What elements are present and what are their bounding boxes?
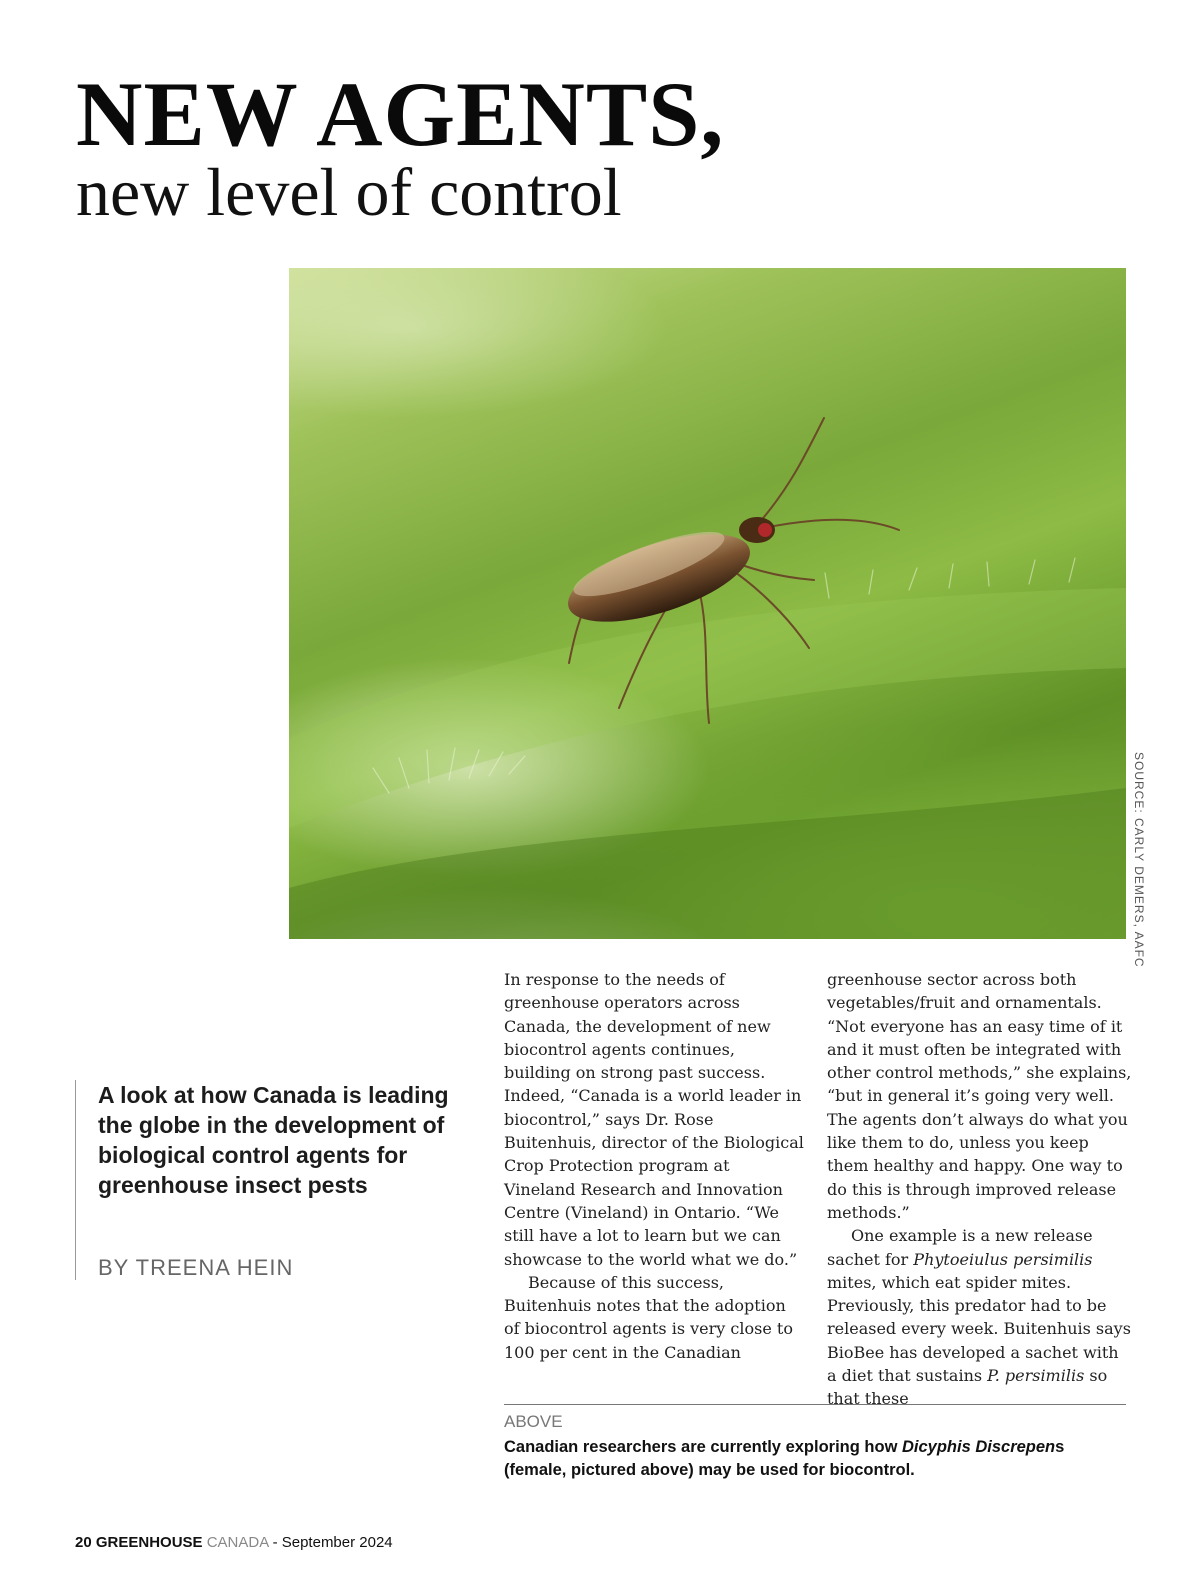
body-paragraph: Because of this success, Buitenhuis notes that the adoption of biocontrol agents is very close to 100 per cent in the Canadian — [504, 1272, 793, 1362]
deck-block — [75, 1080, 455, 1280]
body-column-1 — [504, 968, 804, 1364]
species-name: P. persimilis — [987, 1366, 1085, 1386]
body-paragraph: greenhouse sector across both vegetables/fruit and ornamentals. “Not everyone has an easy time of it and it must often be integrated with other control methods,” she explains, “but in general it’s going very well. The agents don’t always do what you like them to do, unless you keep them healthy and happy. One way to do this is through improved release methods.” — [827, 970, 1132, 1222]
body-paragraph: In response to the needs of greenhouse operators across Canada, the development of new biocontrol agents continues, building on strong past success. Indeed, “Canada is a world leader in biocontrol,” says Dr. Rose Buitenhuis, director of the Biological Crop Protection program at Vineland Research and Innovation Centre (Vineland) in Ontario. “We still have a lot to learn but we can showcase to the world what we do.” — [504, 970, 804, 1269]
photo-credit — [1124, 752, 1154, 968]
page-number: 20 — [75, 1534, 92, 1551]
species-name: Phytoeiulus persimilis — [913, 1249, 1093, 1269]
caption-divider — [504, 1404, 1126, 1405]
body-text: so that these — [827, 1366, 1108, 1409]
magazine-name-light: CANADA — [206, 1534, 269, 1551]
deck-text: A look at how Canada is leading the globe in the development of biological control agents for greenhouse insect pests — [98, 1082, 449, 1198]
photo-illustration — [289, 268, 1126, 939]
caption-label: ABOVE — [504, 1412, 563, 1431]
caption-text — [504, 1436, 1104, 1482]
headline-main: NEW AGENTS, — [76, 63, 725, 165]
leaf-highlight — [289, 268, 669, 418]
caption-segment: Canadian researchers are currently exploring how — [504, 1438, 902, 1456]
magazine-name-bold: GREENHOUSE — [95, 1534, 203, 1551]
caption-segment: s (female, pictured above) may be used for biocontrol. — [504, 1438, 1065, 1479]
body-column-2 — [827, 968, 1132, 1411]
page-footer — [75, 1534, 393, 1551]
insect-antenna — [774, 520, 899, 530]
issue-date: - September 2024 — [272, 1534, 393, 1551]
insect-leg — [739, 564, 814, 580]
insect-antenna — [759, 418, 824, 523]
caption-species: Dicyphis Discrepen — [901, 1438, 1056, 1456]
insect-eye — [758, 523, 772, 537]
headline-subtitle: new level of control — [76, 154, 622, 230]
body-text: mites, which eat spider mites. Previously, this predator had to be released every week. Buitenhuis says BioBee has developed a sachet with a diet that sustains — [827, 1272, 1131, 1386]
photo-credit-text: SOURCE: CARLY DEMERS, AAFC — [1132, 752, 1146, 968]
byline: BY TREENA HEIN — [98, 1255, 294, 1280]
body-paragraph — [827, 1224, 1132, 1410]
body-text: One example is a new release sachet for — [827, 1226, 1093, 1269]
insect-photo — [289, 268, 1126, 939]
